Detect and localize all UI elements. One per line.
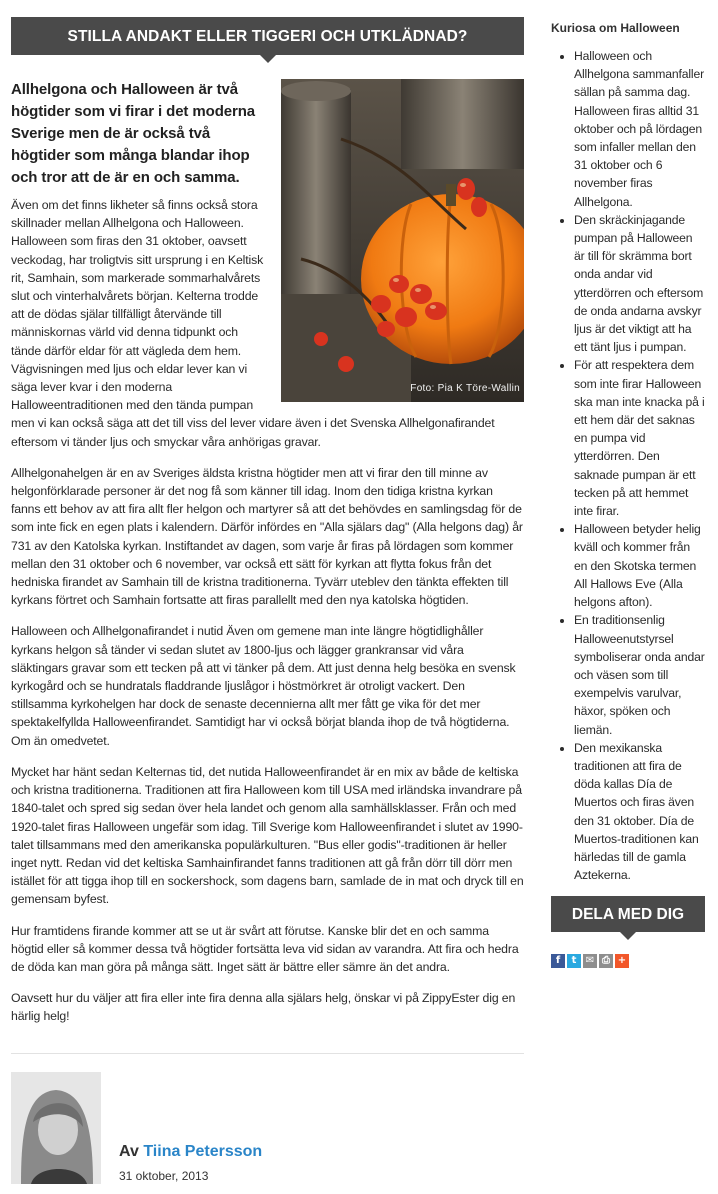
- article-paragraph-6: Oavsett hur du väljer att fira eller inte fira denna alla själars helg, önskar vi på ZippyEster dig en härlig helg!: [11, 991, 516, 1024]
- article-title-banner: [11, 17, 524, 55]
- article-paragraph-2: Allhelgonahelgen är en av Sveriges äldsta kristna högtider men att vi firar den till minne av helgonförklarade personer är det nog få som känner till idag. Inom den tidiga kristna kyrkan fanns ett behov av att fira allt fler helgon och martyrer så att det behövdes en samlingsdag för de som inte fick en egen plats i kalendern. Därför infördes en "Alla själars dag" (Alla helgons dag) år 731 av den Katolska kyrkan. Instiftandet av dagen, som varje år firas på lördagen som kommer mellan den 31 oktober och 6 november, var också ett sätt för kyrkan att flytta fokus från det hedniska firandet av Samhain till de kristna traditionerna. Tyvärr uteblev den tänkta effekten till kyrkans förtret och Samhain fortsatte att firas parallellt med den nya katolska högtiden.: [11, 465, 523, 608]
- share-title: DELA MED DIG: [571, 906, 685, 924]
- share-banner: [551, 896, 705, 932]
- fact-item: • För att respektera dem som inte firar Halloween ska man inte knacka på i ett hem där det saknas en pumpa vid ytterdörren. Den saknade pumpan är ett tecken på att hemmet inte firar.: [574, 356, 705, 520]
- author-byline: [119, 1143, 262, 1161]
- article-paragraph-4: Mycket har hänt sedan Kelternas tid, det nutida Halloweenfirandet är en mix av både de keltiska och kristna traditionerna. Traditionen att fira Halloween kom till USA med irländska invandrare på 1840-talet och spred sig sedan över hela landet och genom alla samhällsklasser. Från och med 1920-talet firas Halloween ungefär som idag. Till Sverige kom Halloweenfirandet i slutet av 1990-talet tillsammans med den amerikanska populärkulturen. "Bus eller godis"-traditionen är heller inget nytt. Redan vid det keltiska Samhainfirandet fanns traditionen att gå från dörr till dörr men istället för att tigga ihop till en sockershock, som dagens barn, samlade de in mat och dryck till en gemensam byfest.: [11, 764, 524, 907]
- fact-item: • Den skräckinjagande pumpan på Halloween är till för skrämma bort onda andar vid ytterdörren och eftersom de onda andarna avskyr ljus är det viktigt att ha ett tänt ljus i pumpan.: [574, 211, 705, 357]
- sidebar-title: Kuriosa om Halloween: [551, 21, 680, 35]
- author-name-link[interactable]: Tiina Petersson: [143, 1142, 263, 1160]
- article-column: [11, 17, 524, 1194]
- print-icon[interactable]: ⎙: [599, 954, 613, 968]
- article-paragraph-3: Halloween och Allhelgonafirandet i nutid Även om gemene man inte längre högtidlighåller kyrkans helgon så tänder vi sedan slutet av 1800-ljus och lägger grankransar vid våra släktingars gravar som ett tecken på att vi tänker på dem. Att just denna helg besöka en svensk kyrkogård och se hundratals fladdrande ljuslågor i höstmörkret är otroligt vackert. Den stillsamma kyrkohelgen har dock de senaste decennierna allt mer fått ge vika för det mer spektakelfyllda Halloweenfirandet. Samtidigt har vi också börjat blanda ihop de två högtiderna. Om än omedvetet.: [11, 624, 516, 748]
- byline-prefix: Av: [119, 1142, 139, 1160]
- fact-item: • Den mexikanska traditionen att fira de döda kallas Día de Muertos och firas även den 31 oktober. Día de Muertos-traditionen kan härledas till de gamla Aztekerna.: [574, 739, 705, 885]
- email-icon[interactable]: ✉: [583, 954, 597, 968]
- article-lead: Allhelgona och Halloween är två högtider som vi firar i det moderna Sverige men de är också två högtider som många blandar ihop och tror att de är en och samma.: [11, 81, 256, 186]
- article-paragraph-5: Hur framtidens firande kommer att se ut är svårt att förutse. Kanske blir det en och samma högtid eller så kommer dessa två högtider fortsätta leva vid sidan av varandra. Att fira och hedra de döda kan man göra på många sätt. Inget sätt är bättre eller sämre än det andra.: [11, 923, 519, 974]
- fact-item: • En traditionsenlig Halloweenutstyrsel symboliserar onda andar och väsen som till exempelvis varulvar, häxor, spöken och liemän.: [574, 611, 705, 738]
- sidebar: [551, 17, 705, 968]
- fact-item: • Halloween betyder helig kväll och kommer från en den Skotska termen All Hallows Eve (Alla helgons afton).: [574, 520, 705, 611]
- facebook-icon[interactable]: f: [551, 954, 565, 968]
- pumpkin-photo-illustration: [281, 79, 524, 402]
- author-photo-illustration: [11, 1072, 101, 1184]
- publish-date: 31 oktober, 2013: [119, 1168, 209, 1183]
- photo-credit: Foto: Pia K Töre-Wallin: [410, 382, 520, 394]
- article-photo-pumpkin: [281, 79, 524, 402]
- more-share-icon[interactable]: +: [615, 954, 629, 968]
- article-title: STILLA ANDAKT ELLER TIGGERI OCH UTKLÄDNAD?: [67, 28, 468, 45]
- article-paragraph-1: Även om det finns likheter så finns också stora skillnader mellan Allhelgona och Halloween. Halloween som firas den 31 oktober, oavsett veckodag, har troligtvis sitt ursprung i en Keltisk rit, Samhain, som markerade sommarhalvårets slut och vinterhalvårets början. Kelterna trodde att de dödas själar tillfälligt återvände till människornas värld vid denna tidpunkt och tände därför eldar för att vägleda dem hem. Vägvisningen med ljus och eldar lever kan vi säga lever kvar i den moderna Halloweentraditionen med den tända pumpan men vi kan också säga att det till viss del lever vidare även i det Svenska Allhelgonafirandet eftersom vi tänder ljus och smyckar våra anhörigas gravar.: [11, 198, 495, 449]
- fact-item: • Halloween och Allhelgona sammanfaller sällan på samma dag. Halloween firas alltid 31 oktober och på lördagen som infaller mellan den 31 oktober och 6 november firas Allhelgona.: [574, 47, 705, 211]
- twitter-icon[interactable]: t: [567, 954, 581, 968]
- author-avatar[interactable]: [11, 1072, 101, 1184]
- author-box: [11, 1054, 524, 1194]
- share-icons: [551, 954, 705, 968]
- article-body: [11, 79, 524, 1039]
- facts-list: [551, 47, 705, 884]
